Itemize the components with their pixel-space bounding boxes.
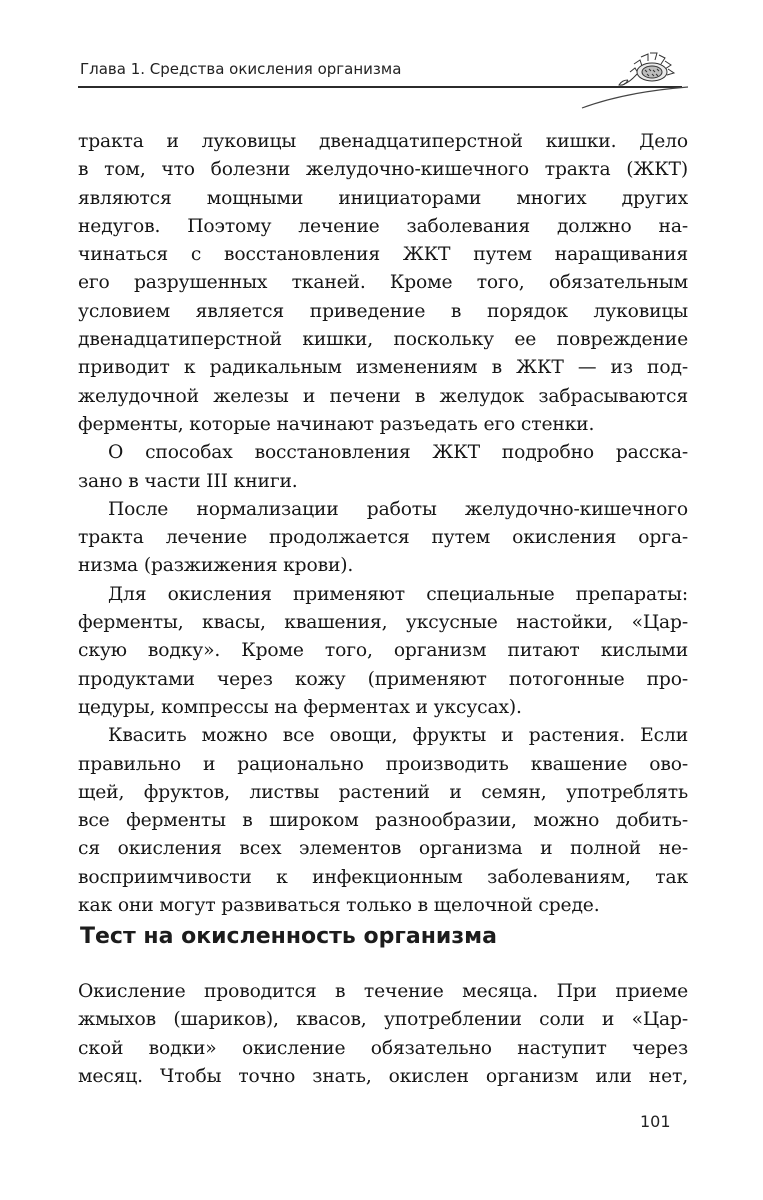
section-line: Окисление проводится в течение месяца. При приеме: [78, 981, 688, 1002]
body-line: тракта и луковицы двенадцатиперстной кишки. Дело: [78, 131, 688, 152]
body-line: цедуры, компрессы на ферментах и уксусах).: [78, 696, 522, 718]
section-line: месяц. Чтобы точно знать, окислен организм или нет,: [78, 1065, 688, 1087]
body-line: условием является приведение в порядок луковицы: [78, 300, 688, 322]
body-line: чинаться с восстановления ЖКТ путем наращивания: [78, 244, 688, 266]
body-line: продуктами через кожу (применяют потогонные про-: [78, 668, 688, 690]
body-line: Для окисления применяют специальные препараты:: [108, 583, 688, 605]
body-line: ферменты, которые начинают разъедать его стенки.: [78, 413, 595, 435]
body-line: приводит к радикальным изменениям в ЖКТ — из под-: [78, 357, 688, 379]
body-line: скую водку». Кроме того, организм питают кислыми: [78, 640, 688, 662]
body-line: зано в части III книги.: [78, 470, 298, 492]
body-line: его разрушенных тканей. Кроме того, обязательным: [78, 272, 688, 294]
body-line: в том, что болезни желудочно-кишечного тракта (ЖКТ): [78, 159, 688, 181]
body-line: желудочной железы и печени в желудок забрасываются: [78, 385, 688, 407]
body-line: тракта лечение продолжается путем окисления орга-: [78, 527, 688, 549]
section-text: [78, 978, 688, 1091]
page-number: 101: [640, 1112, 671, 1131]
body-line: правильно и рационально производить квашение ово-: [78, 753, 688, 775]
body-line: как они могут развиваться только в щелочной среде.: [78, 895, 600, 917]
body-line: восприимчивости к инфекционным заболеваниям, так: [78, 866, 688, 888]
body-line: двенадцатиперстной кишки, поскольку ее повреждение: [78, 329, 688, 351]
body-line: все ферменты в широком разнообразии, можно добить-: [78, 810, 688, 832]
section-line: жмыхов (шариков), квасов, употреблении соли и «Цар-: [78, 1009, 688, 1031]
body-line: щей, фруктов, листвы растений и семян, употреблять: [78, 781, 688, 803]
body-line: О способах восстановления ЖКТ подробно расска-: [108, 442, 688, 464]
chapter-title: Глава 1. Средства окисления организма: [80, 60, 402, 78]
body-line: После нормализации работы желудочно-кишечного: [108, 498, 688, 520]
body-text: [78, 128, 688, 920]
body-line: недугов. Поэтому лечение заболевания должно на-: [78, 215, 688, 237]
body-line: Квасить можно все овощи, фрукты и растения. Если: [108, 725, 688, 747]
body-line: являются мощными инициаторами многих других: [78, 187, 688, 209]
section-heading: Тест на окисленность организма: [80, 924, 497, 949]
body-line: ферменты, квасы, квашения, уксусные настойки, «Цар-: [78, 612, 688, 634]
body-line: ся окисления всех элементов организма и полной не-: [78, 838, 688, 860]
sunflower-icon: [580, 40, 690, 110]
section-line: ской водки» окисление обязательно наступит через: [78, 1037, 688, 1059]
body-line: низма (разжижения крови).: [78, 555, 354, 577]
